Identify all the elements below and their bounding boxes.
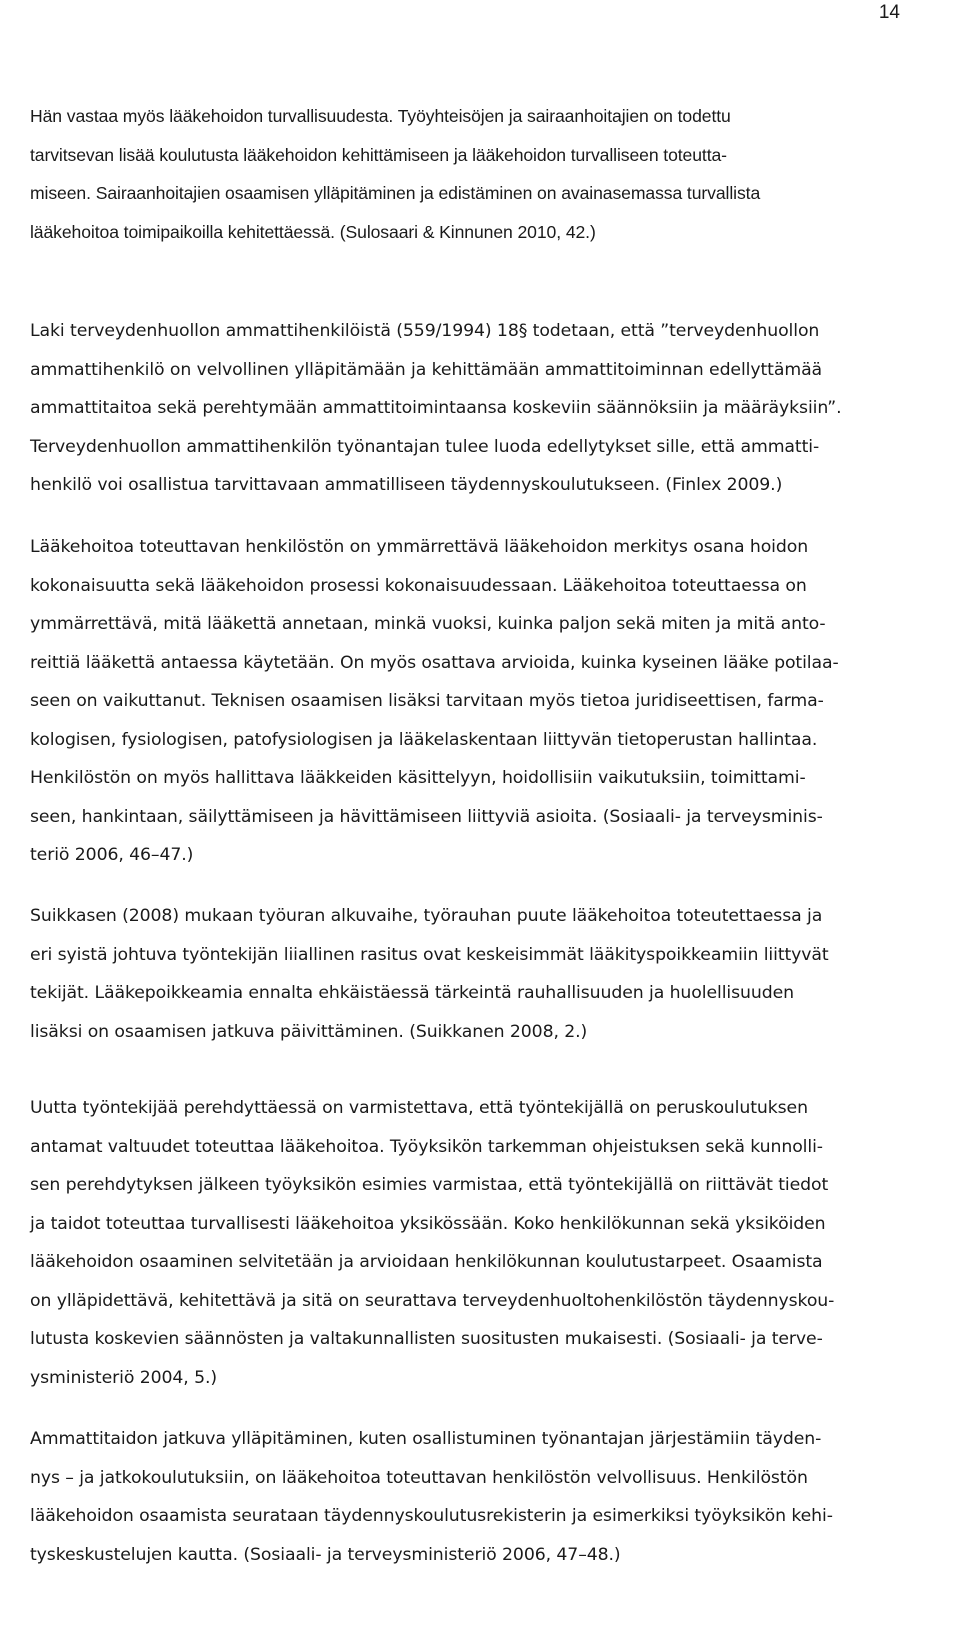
- text-line: tarvitsevan lisää koulutusta lääkehoidon kehittämiseen ja lääkehoidon turvalliseen toteutta-: [30, 144, 727, 165]
- paragraph-3: [30, 528, 930, 875]
- paragraph-6: [30, 1420, 930, 1574]
- text-line: ymmärrettävä, mitä lääkettä annetaan, minkä vuoksi, kuinka paljon sekä miten ja mitä anto-: [30, 614, 826, 634]
- text-line: Lääkehoitoa toteuttavan henkilöstön on ymmärrettävä lääkehoidon merkitys osana hoidon: [30, 537, 809, 557]
- text-line: Suikkasen (2008) mukaan työuran alkuvaihe, työrauhan puute lääkehoitoa toteutettaessa ja: [30, 906, 823, 926]
- text-line: ammattitaitoa sekä perehtymään ammattitoimintaansa koskeviin säännöksiin ja määräyksiin”.: [30, 398, 842, 418]
- text-line: kokonaisuutta sekä lääkehoidon prosessi kokonaisuudessaan. Lääkehoitoa toteuttaessa on: [30, 575, 807, 596]
- text-line: ysministeriö 2004, 5.): [30, 1367, 217, 1388]
- paragraph-1: [30, 97, 930, 251]
- text-line: reittiä lääkettä antaessa käytetään. On myös osattava arvioida, kuinka kyseinen lääke potilaa-: [30, 652, 839, 673]
- text-line: tekijät. Lääkepoikkeamia ennalta ehkäistäessä tärkeintä rauhallisuuden ja huolellisuuden: [30, 983, 794, 1003]
- text-line: Hän vastaa myös lääkehoidon turvallisuudesta. Työyhteisöjen ja sairaanhoitajien on todettu: [30, 106, 731, 126]
- text-line: on ylläpidettävä, kehitettävä ja sitä on seurattava terveydenhuoltohenkilöstön täydennyskou-: [30, 1290, 835, 1311]
- text-line: tyskeskustelujen kautta. (Sosiaali- ja terveysministeriö 2006, 47–48.): [30, 1544, 621, 1565]
- text-line: Henkilöstön on myös hallittava lääkkeiden käsittelyyn, hoidollisiin vaikutuksiin, toimittami-: [30, 768, 806, 788]
- text-line: Laki terveydenhuollon ammattihenkilöistä (559/1994) 18§ todetaan, että ”terveydenhuollon: [30, 321, 820, 341]
- text-line: teriö 2006, 46–47.): [30, 845, 194, 865]
- text-line: ja taidot toteuttaa turvallisesti lääkehoitoa yksikössään. Koko henkilökunnan sekä yksiköiden: [30, 1213, 826, 1234]
- text-line: Terveydenhuollon ammattihenkilön työnantajan tulee luoda edellytykset sille, että ammatti-: [30, 436, 820, 457]
- text-line: henkilö voi osallistua tarvittavaan ammatilliseen täydennyskoulutukseen. (Finlex 2009.): [30, 475, 783, 495]
- text-line: lisäksi on osaamisen jatkuva päivittäminen. (Suikkanen 2008, 2.): [30, 1021, 588, 1042]
- text-line: seen on vaikuttanut. Teknisen osaamisen lisäksi tarvitaan myös tietoa juridiseettisen, farma-: [30, 691, 824, 711]
- text-line: ammattihenkilö on velvollinen ylläpitämään ja kehittämään ammattitoiminnan edellyttämää: [30, 359, 823, 380]
- text-line: seen, hankintaan, säilyttämiseen ja hävittämiseen liittyviä asioita. (Sosiaali- ja terveysminis-: [30, 806, 823, 827]
- paragraph-4: [30, 897, 930, 1051]
- text-line: nys – ja jatkokoulutuksiin, on lääkehoitoa toteuttavan henkilöstön velvollisuus. Henkilöstön: [30, 1467, 808, 1488]
- text-line: Ammattitaidon jatkuva ylläpitäminen, kuten osallistuminen työnantajan järjestämiin täyden-: [30, 1429, 822, 1449]
- text-line: lääkehoidon osaamista seurataan täydennyskoulutusrekisterin ja esimerkiksi työyksikön kehi-: [30, 1506, 833, 1526]
- text-line: sen perehdytyksen jälkeen työyksikön esimies varmistaa, että työntekijällä on riittävät tiedot: [30, 1175, 829, 1195]
- page-number: 14: [878, 2, 900, 23]
- paragraph-5: [30, 1089, 930, 1397]
- text-line: lääkehoidon osaaminen selvitetään ja arvioidaan henkilökunnan koulutustarpeet. Osaamista: [30, 1252, 823, 1272]
- text-line: lääkehoitoa toimipaikoilla kehitettäessä. (Sulosaari & Kinnunen 2010, 42.): [30, 221, 596, 242]
- paragraph-2: [30, 312, 930, 505]
- text-line: Uutta työntekijää perehdyttäessä on varmistettava, että työntekijällä on peruskoulutuksen: [30, 1098, 808, 1118]
- text-line: kologisen, fysiologisen, patofysiologisen ja lääkelaskentaan liittyvän tietoperustan hallintaa.: [30, 729, 818, 750]
- text-line: eri syistä johtuva työntekijän liiallinen rasitus ovat keskeisimmät lääkityspoikkeamiin liittyvät: [30, 944, 829, 965]
- text-line: lutusta koskevien säännösten ja valtakunnallisten suositusten mukaisesti. (Sosiaali- ja terve-: [30, 1329, 823, 1349]
- text-line: miseen. Sairaanhoitajien osaamisen ylläpitäminen ja edistäminen on avainasemassa turvallista: [30, 183, 761, 203]
- text-line: antamat valtuudet toteuttaa lääkehoitoa. Työyksikön tarkemman ohjeistuksen sekä kunnolli-: [30, 1136, 823, 1157]
